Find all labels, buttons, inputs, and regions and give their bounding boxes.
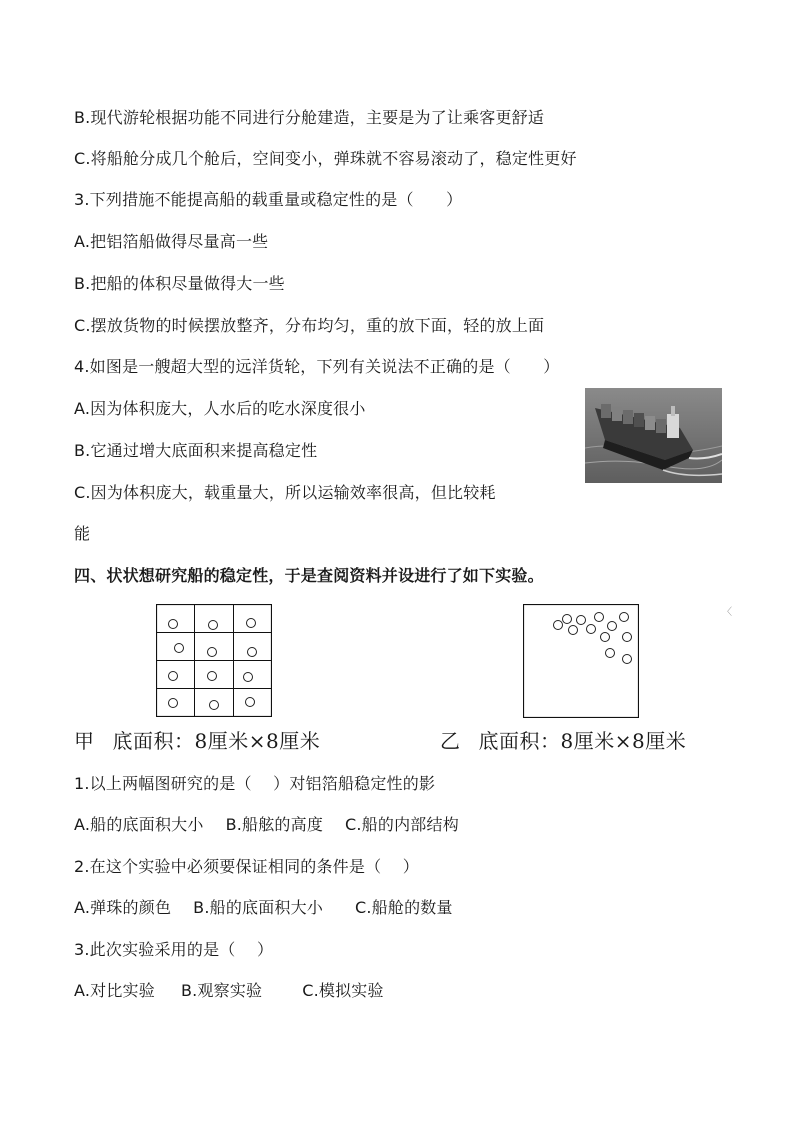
- s4-q1-option-c: C.船的内部结构: [345, 815, 459, 834]
- diagram-no-compartments: [523, 604, 639, 722]
- cargo-ship-icon: [585, 388, 722, 483]
- s4-q3-option-b: B.观察实验: [180, 981, 263, 1000]
- cargo-ship-photo: [585, 388, 722, 483]
- diagram-a-caption: [74, 728, 320, 754]
- q3-option-a: A.把铝箔船做得尽量高一些: [74, 232, 269, 251]
- diagram-b-area: 底面积：8厘米×8厘米: [478, 729, 687, 753]
- q4-question: 4.如图是一艘超大型的远洋货轮，下列有关说法不正确的是（ ）: [74, 357, 560, 376]
- s4-q2-question: 2.在这个实验中必须要保证相同的条件是（ ）: [74, 857, 419, 876]
- diagram-a-area: 底面积：8厘米×8厘米: [112, 729, 321, 753]
- diagram-a-label: 甲: [74, 729, 95, 753]
- s4-q3-options: [74, 980, 384, 1002]
- s4-q3-option-a: A.对比实验: [74, 981, 155, 1000]
- s4-q1-options: [74, 814, 459, 836]
- q4-option-a: A.因为体积庞大，人水后的吃水深度很小: [74, 399, 366, 418]
- q3-question: 3.下列措施不能提高船的载重量或稳定性的是（ ）: [74, 190, 463, 209]
- q4-option-b: B.它通过增大底面积来提高稳定性: [74, 441, 318, 460]
- q3-option-c: C.摆放货物的时候摆放整齐，分布均匀，重的放下面，轻的放上面: [74, 316, 545, 335]
- section-4-heading: 四、状状想研究船的稳定性，于是查阅资料并设进行了如下实验。: [74, 566, 544, 585]
- diagram-b-label: 乙: [440, 729, 461, 753]
- s4-q1-option-a: A.船的底面积大小: [74, 815, 204, 834]
- q3-option-b: B.把船的体积尽量做得大一些: [74, 274, 285, 293]
- q4-option-c: C.因为体积庞大，载重量大，所以运输效率很高，但比较耗: [74, 483, 496, 502]
- s4-q2-option-c: C.船舱的数量: [355, 898, 453, 917]
- s4-q2-option-a: A.弹珠的颜色: [74, 898, 172, 917]
- q4-option-c-continued: 能: [74, 524, 91, 543]
- q2-option-c: C.将船舱分成几个舱后，空间变小，弹珠就不容易滚动了，稳定性更好: [74, 149, 577, 168]
- s4-q1-option-b: B.船舷的高度: [225, 815, 324, 834]
- s4-q3-option-c: C.模拟实验: [302, 981, 384, 1000]
- s4-q2-option-b: B.船的底面积大小: [193, 898, 324, 917]
- s4-q3-question: 3.此次实验采用的是（ ）: [74, 940, 274, 959]
- s4-q2-options: [74, 897, 453, 919]
- marble-icon: [554, 613, 632, 664]
- s4-q1-question: 1.以上两幅图研究的是（ ）对铝箔船稳定性的影: [74, 774, 436, 793]
- diagram-b-caption: [440, 728, 686, 754]
- diagram-compartments: [156, 604, 272, 721]
- q2-option-b: B.现代游轮根据功能不同进行分舱建造，主要是为了让乘客更舒适: [74, 108, 545, 127]
- edge-mark: 〈: [722, 607, 732, 618]
